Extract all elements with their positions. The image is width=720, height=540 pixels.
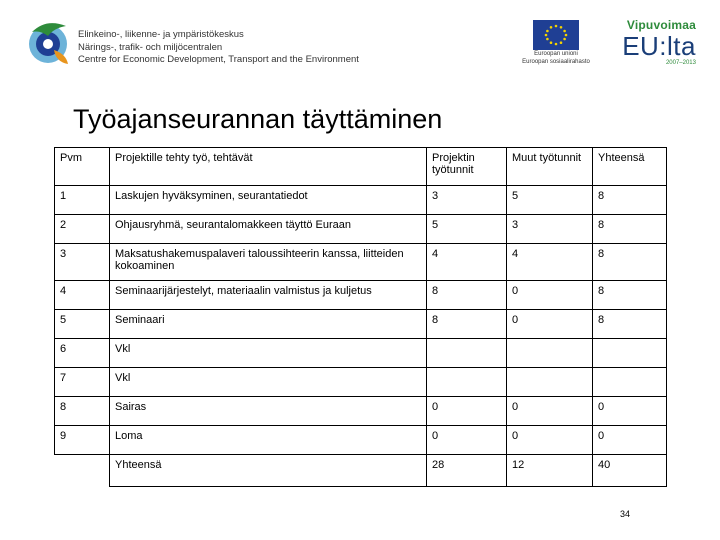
table-row (55, 339, 667, 368)
cell-project-hours: 5 (427, 215, 507, 244)
cell-task: Yhteensä (110, 455, 427, 487)
cell-task: Seminaarijärjestelyt, materiaalin valmistus ja kuljetus (110, 281, 427, 310)
cell-project-hours: 0 (427, 397, 507, 426)
cell-project-hours: 3 (427, 186, 507, 215)
cell-task: Loma (110, 426, 427, 455)
cell-date: 3 (55, 244, 110, 281)
cell-other-hours: 0 (507, 397, 593, 426)
cell-date: 4 (55, 281, 110, 310)
table-row (55, 397, 667, 426)
table-row (55, 426, 667, 455)
header-project-hours: Projektin työtunnit (427, 148, 507, 186)
header-date: Pvm (55, 148, 110, 186)
cell-project-hours: 8 (427, 310, 507, 339)
org-line-en: Centre for Economic Development, Transport and the Environment (78, 54, 359, 65)
cell-other-hours: 0 (507, 426, 593, 455)
table-row (55, 186, 667, 215)
cell-date: 1 (55, 186, 110, 215)
vipuvoimaa-logo (606, 18, 706, 66)
cell-other-hours: 4 (507, 244, 593, 281)
table-row (55, 368, 667, 397)
eu-text-union: Euroopan unioni (534, 51, 578, 57)
cell-task: Ohjausryhmä, seurantalomakkeen täyttö Euraan (110, 215, 427, 244)
cell-date: 9 (55, 426, 110, 455)
cell-other-hours: 0 (507, 310, 593, 339)
organization-name (78, 29, 359, 67)
cell-project-hours: 0 (427, 426, 507, 455)
cell-project-hours: 28 (427, 455, 507, 487)
cell-date: 6 (55, 339, 110, 368)
cell-date: 7 (55, 368, 110, 397)
cell-task: Vkl (110, 339, 427, 368)
cell-task: Maksatushakemuspalaveri taloussihteerin kanssa, liitteiden kokoaminen (110, 244, 427, 281)
cell-other-hours: 0 (507, 281, 593, 310)
table-header-row (55, 148, 667, 186)
cell-other-hours: 5 (507, 186, 593, 215)
header-total: Yhteensä (593, 148, 667, 186)
cell-date: 2 (55, 215, 110, 244)
cell-task: Vkl (110, 368, 427, 397)
timesheet-table (54, 147, 667, 487)
cell-date (55, 455, 110, 487)
cell-total (593, 368, 667, 397)
table-row (55, 281, 667, 310)
page-number: 34 (620, 509, 631, 519)
cell-total: 0 (593, 426, 667, 455)
cell-task: Laskujen hyväksyminen, seurantatiedot (110, 186, 427, 215)
eu-flag-icon (533, 20, 579, 50)
cell-other-hours: 12 (507, 455, 593, 487)
cell-task: Seminaari (110, 310, 427, 339)
cell-task: Sairas (110, 397, 427, 426)
cell-other-hours (507, 368, 593, 397)
vipu-title: Vipuvoimaa (626, 18, 696, 32)
page-title: Työajanseurannan täyttäminen (73, 104, 443, 134)
cell-project-hours: 4 (427, 244, 507, 281)
eu-logo (516, 20, 596, 66)
table-total-row (55, 455, 667, 487)
cell-total: 0 (593, 397, 667, 426)
eu-text-esf: Euroopan sosiaalirahasto (522, 59, 590, 65)
vipu-eu: EU:lta (622, 31, 696, 61)
cell-total: 8 (593, 244, 667, 281)
cell-date: 5 (55, 310, 110, 339)
cell-total: 8 (593, 215, 667, 244)
ely-logo-icon (26, 20, 72, 66)
cell-total: 8 (593, 186, 667, 215)
cell-other-hours: 3 (507, 215, 593, 244)
cell-date: 8 (55, 397, 110, 426)
vipu-years: 2007–2013 (665, 60, 696, 66)
cell-project-hours: 8 (427, 281, 507, 310)
cell-project-hours (427, 339, 507, 368)
cell-total: 8 (593, 310, 667, 339)
header-other-hours: Muut työtunnit (507, 148, 593, 186)
cell-other-hours (507, 339, 593, 368)
org-line-sv: Närings-, trafik- och miljöcentralen (78, 41, 223, 53)
cell-project-hours (427, 368, 507, 397)
cell-total: 40 (593, 455, 667, 487)
table-row (55, 215, 667, 244)
cell-total: 8 (593, 281, 667, 310)
cell-total (593, 339, 667, 368)
org-line-fi: Elinkeino-, liikenne- ja ympäristökeskus (78, 29, 244, 40)
header-tasks: Projektille tehty työ, tehtävät (110, 148, 427, 186)
table-row (55, 310, 667, 339)
table-row (55, 244, 667, 281)
